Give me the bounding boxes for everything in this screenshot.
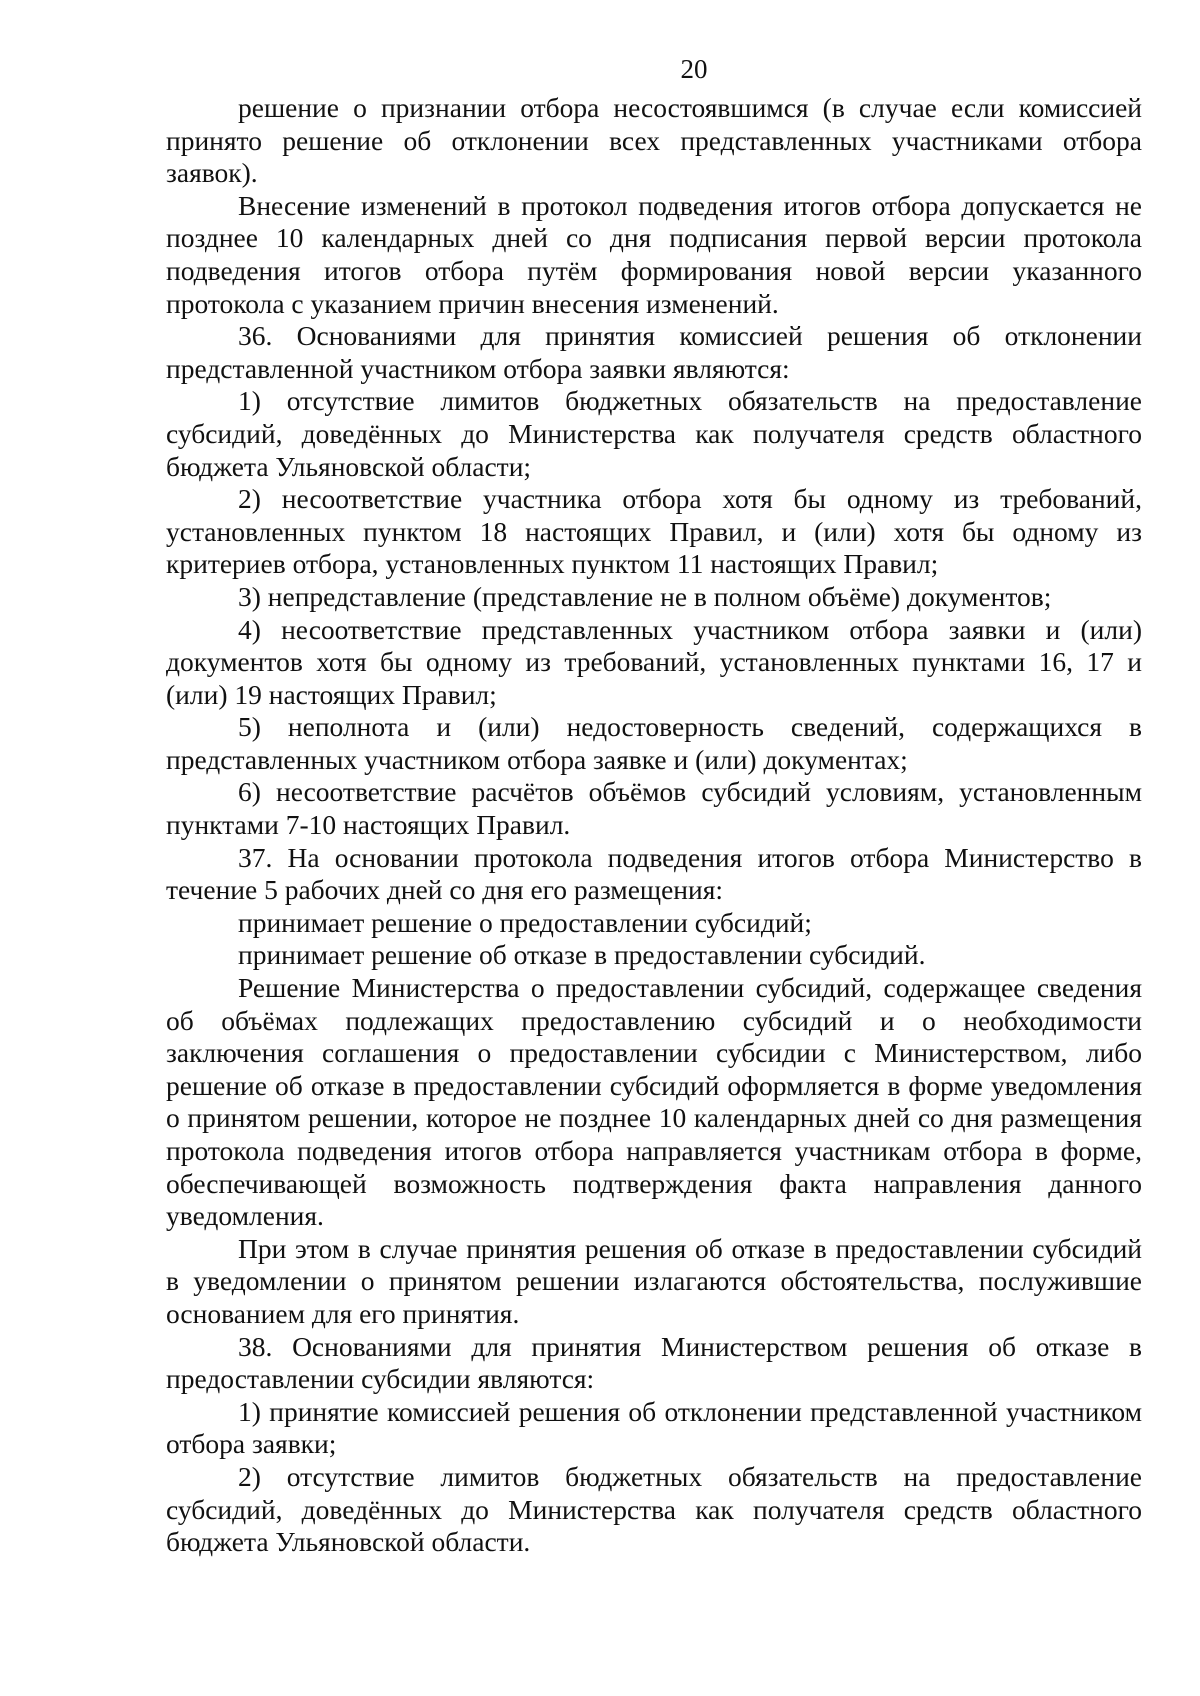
paragraph-5: 2) несоответствие участника отбора хотя бы одному из требований, установленных пунктом 18 настоящих Правил, и (или) хотя бы одному из критериев отбора, установленных пунктом 11 настоящих Правил;	[166, 483, 1142, 580]
paragraph-11: принимает решение о предоставлении субсидий;	[238, 906, 812, 938]
paragraph-9: 6) несоответствие расчётов объёмов субсидий условиям, установленным пунктами 7-10 настоящих Правил.	[166, 776, 1142, 841]
document-page	[166, 52, 1142, 1559]
paragraph-15: 38. Основаниями для принятия Министерством решения об отказе в предоставлении субсидии являются:	[166, 1330, 1142, 1395]
paragraph-16: 1) принятие комиссией решения об отклонении представленной участником отбора заявки;	[166, 1395, 1142, 1460]
paragraph-12: принимает решение об отказе в предоставлении субсидий.	[238, 939, 926, 971]
paragraph-10: 37. На основании протокола подведения итогов отбора Министерство в течение 5 рабочих дней со дня его размещения:	[166, 841, 1142, 906]
paragraph-14: При этом в случае принятия решения об отказе в предоставлении субсидий в уведомлении о принятом решении излагаются обстоятельства, послужившие основанием для его принятия.	[166, 1232, 1142, 1329]
paragraph-2: Внесение изменений в протокол подведения итогов отбора допускается не позднее 10 календарных дней со дня подписания первой версии протокола подведения итогов отбора путём формирования новой версии указанного протокола с указанием причин внесения изменений.	[166, 189, 1142, 319]
paragraph-17: 2) отсутствие лимитов бюджетных обязательств на предоставление субсидий, доведённых до Министерства как получателя средств областного бюджета Ульяновской области.	[166, 1460, 1142, 1558]
paragraph-8: 5) неполнота и (или) недостоверность сведений, содержащихся в представленных участником отбора заявке и (или) документах;	[166, 711, 1142, 775]
paragraph-4: 1) отсутствие лимитов бюджетных обязательств на предоставление субсидий, доведённых до Министерства как получателя средств областного бюджета Ульяновской области;	[166, 385, 1142, 482]
paragraph-3: 36. Основаниями для принятия комиссией решения об отклонении представленной участником отбора заявки являются:	[166, 320, 1142, 384]
paragraph-1: решение о признании отбора несостоявшимся (в случае если комиссией принято решение об отклонении всех представленных участниками отбора заявок).	[166, 92, 1142, 189]
paragraph-6: 3) непредставление (представление не в полном объёме) документов;	[238, 580, 1052, 612]
page-number: 20	[680, 54, 708, 84]
paragraph-7: 4) несоответствие представленных участником отбора заявки и (или) документов хотя бы одному из требований, установленных пунктами 16, 17 и (или) 19 настоящих Правил;	[166, 613, 1142, 710]
paragraph-13: Решение Министерства о предоставлении субсидий, содержащее сведения об объёмах подлежащих предоставлению субсидий и о необходимости заключения соглашения о предоставлении субсидии с Министерством, либо решение об отказе в предоставлении субсидий оформляется в форме уведомления о принятом решении, которое не позднее 10 календарных дней со дня размещения протокола подведения итогов отбора направляется участникам отбора в форме, обеспечивающей возможность подтверждения факта направления данного уведомления.	[166, 972, 1142, 1232]
